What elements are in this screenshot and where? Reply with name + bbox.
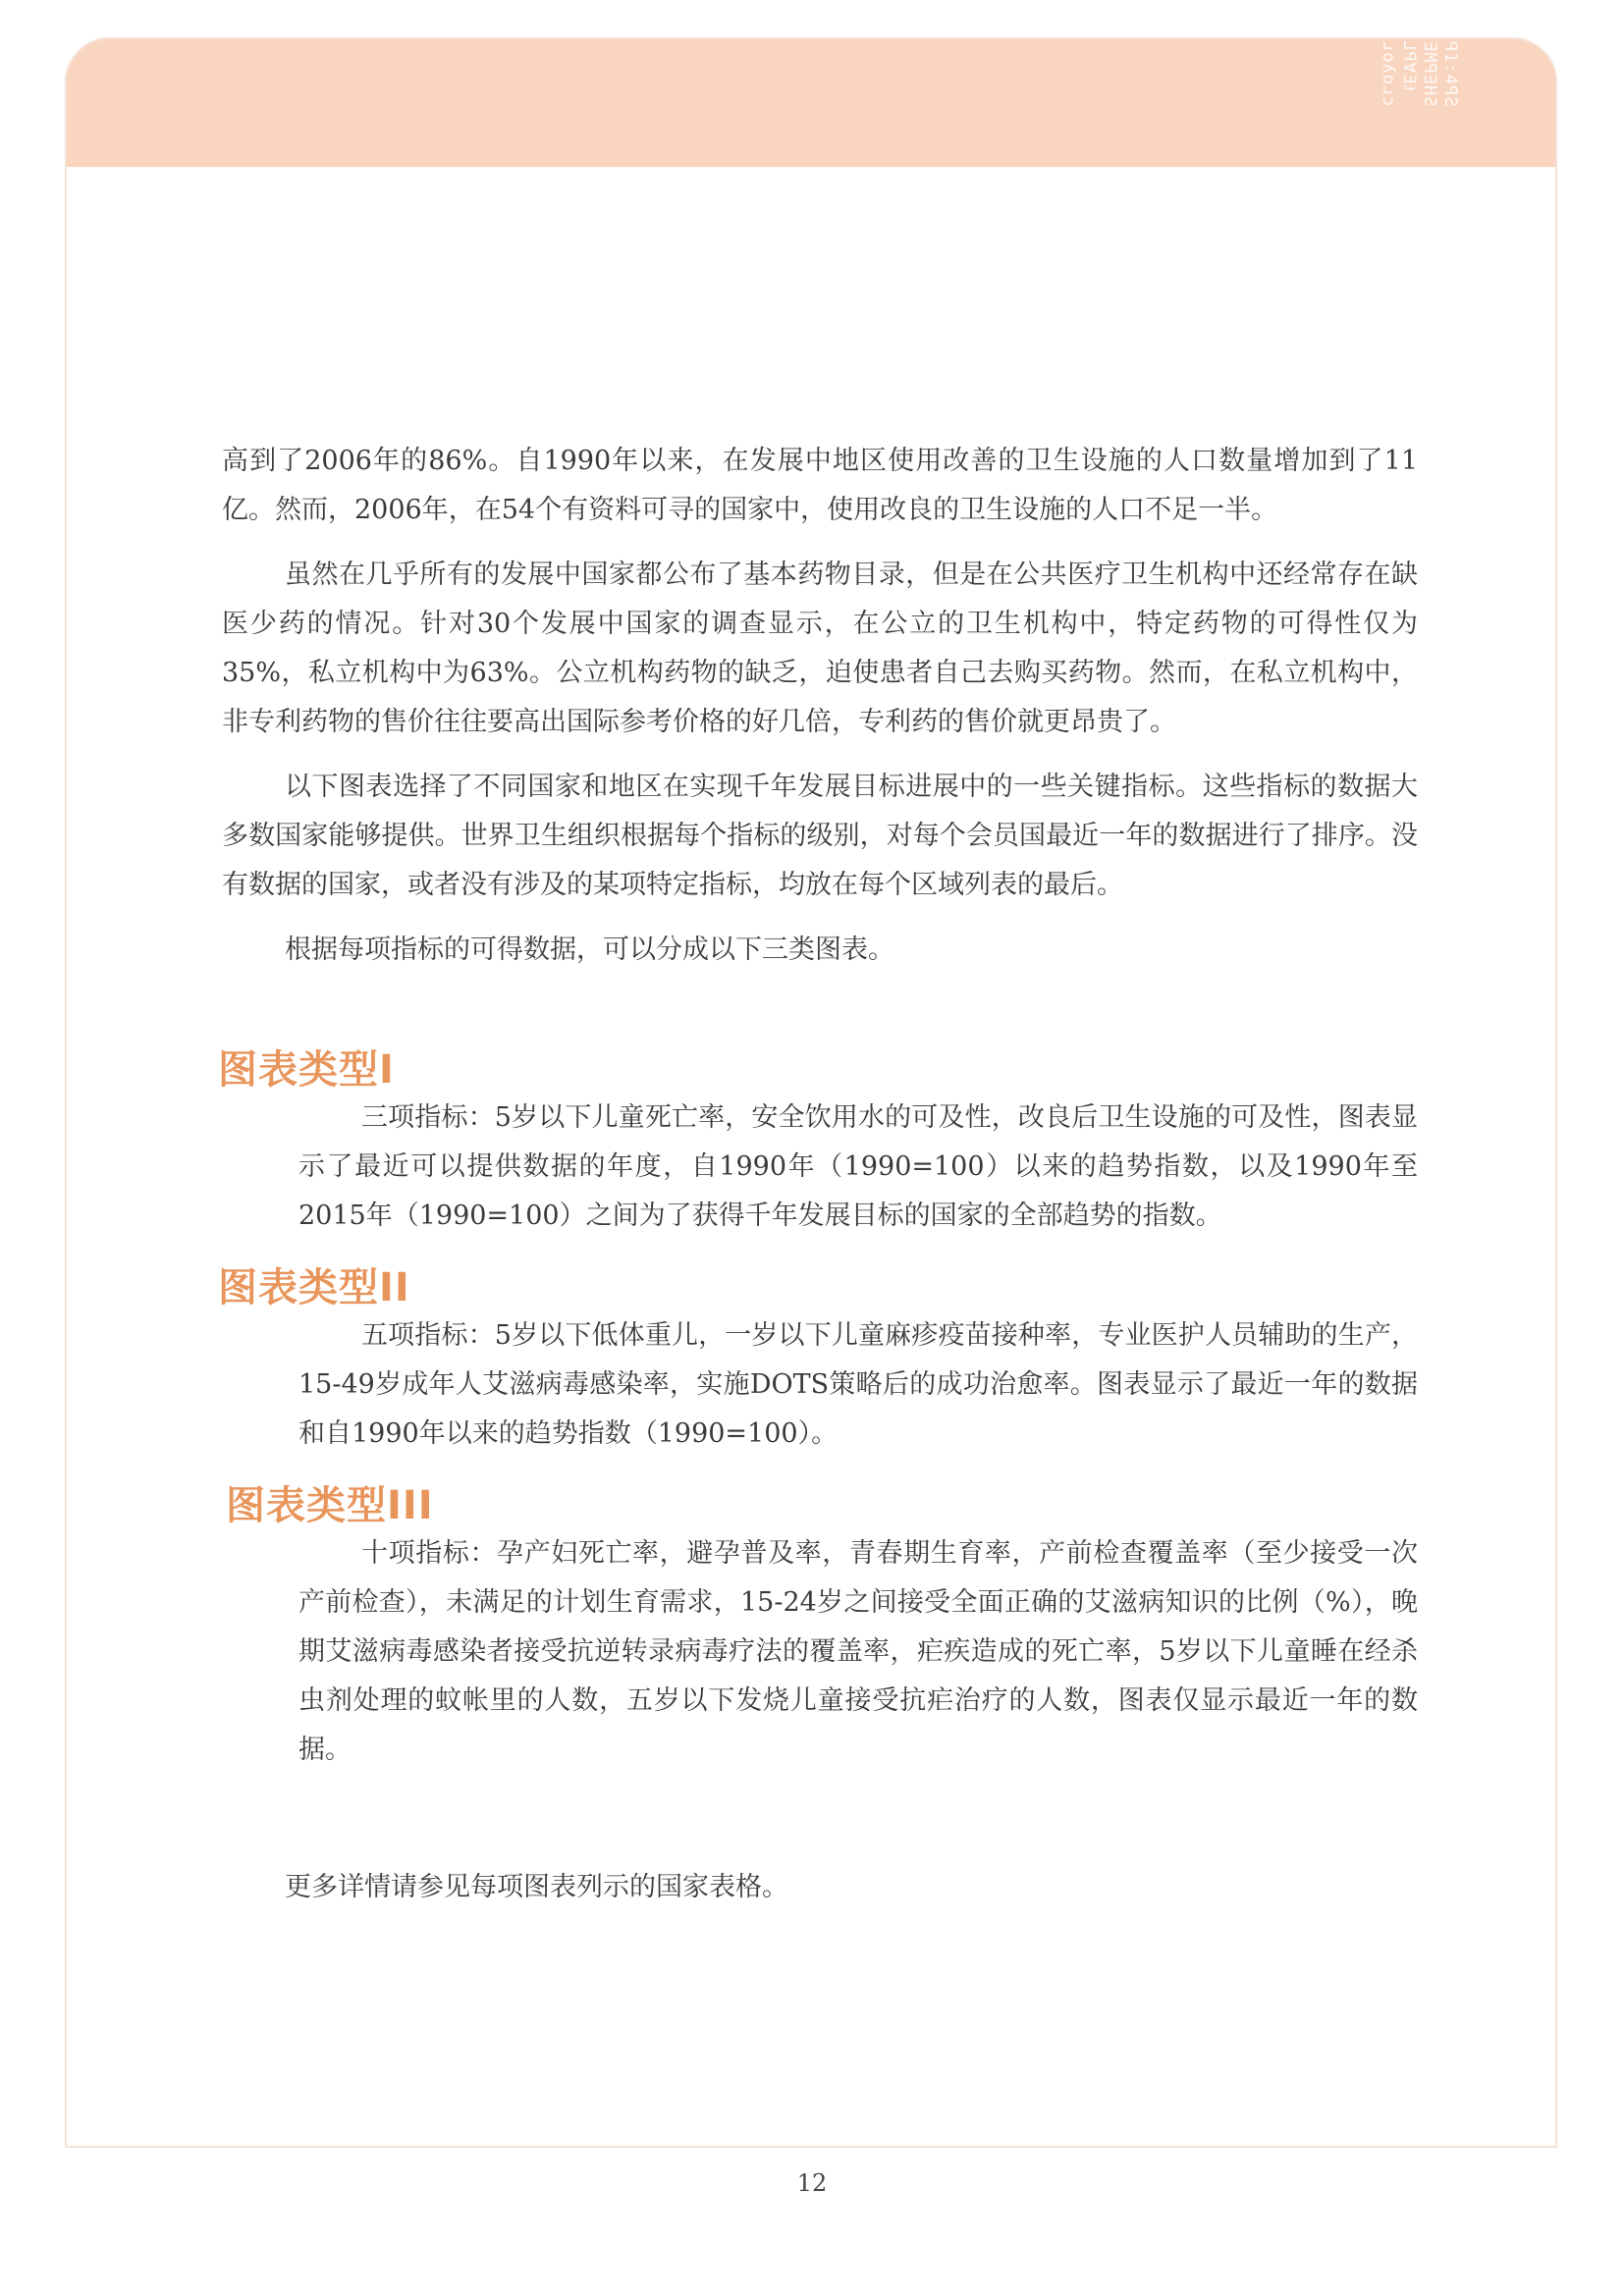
section-title-type-2: 图表类型II [218, 1265, 410, 1310]
paragraph-1: 高到了2006年的86%。自1990年以来，在发展中地区使用改善的卫生设施的人口数量增加到了11亿。然而，2006年，在54个有资料可寻的国家中，使用改良的卫生设施的人口不足一半。 [222, 446, 1418, 525]
paragraph-3: 以下图表选择了不同国家和地区在实现千年发展目标进展中的一些关键指标。这些指标的数据大多数国家能够提供。世界卫生组织根据每个指标的级别，对每个会员国最近一年的数据进行了排序。没有数据的国家，或者没有涉及的某项特定指标，均放在每个区域列表的最后。 [222, 772, 1418, 900]
watermark-line: ƎMꟼ∃HƧ [1420, 41, 1439, 108]
watermark-line: ⅃ꟼ∀ƎɈ [1399, 41, 1419, 92]
intro-text [222, 437, 1418, 975]
section-text-type-2: 五项指标：5岁以下低体重儿，一岁以下儿童麻疹疫苗接种率，专业医护人员辅助的生产，15-49岁成年人艾滋病毒感染率，实施DOTS策略后的成功治愈率。图表显示了最近一年的数据和自1990年以来的趋势指数（1990=100）。 [298, 1320, 1418, 1449]
page-number: 12 [796, 2169, 828, 2197]
section-title-type-3: 图表类型III [226, 1483, 434, 1528]
section-title-type-1: 图表类型I [218, 1047, 395, 1093]
section-text-type-3: 十项指标：孕产妇死亡率，避孕普及率，青春期生育率，产前检查覆盖率（至少接受一次产前检查），未满足的计划生育需求，15-24岁之间接受全面正确的艾滋病知识的比例（%），晚期艾滋病毒感染者接受抗逆转录病毒疗法的覆盖率，疟疾造成的死亡率，5岁以下儿童睡在经杀虫剂处理的蚊帐里的人数，五岁以下发烧儿童接受抗疟治疗的人数，图表仅显示最近一年的数据。 [298, 1538, 1418, 1765]
footer-note: 更多详情请参见每项图表列示的国家表格。 [285, 1872, 788, 1902]
paragraph-4: 根据每项指标的可得数据，可以分成以下三类图表。 [285, 934, 894, 965]
paragraph-2: 虽然在几乎所有的发展中国家都公布了基本药物目录，但是在公共医疗卫生机构中还经常存在缺医少药的情况。针对30个发展中国家的调查显示，在公立的卫生机构中，特定药物的可得性仅为35%，私立机构中为63%。公立机构药物的缺乏，迫使患者自己去购买药物。然而，在私立机构中，非专利药物的售价往往要高出国际参考价格的好几倍，专利药的售价就更昂贵了。 [222, 560, 1418, 737]
section-text-type-1: 三项指标：5岁以下儿童死亡率，安全饮用水的可及性，改良后卫生设施的可及性，图表显示了最近可以提供数据的年度，自1990年（1990=100）以来的趋势指数，以及1990年至2015年（1990=100）之间为了获得千年发展目标的国家的全部趋势的指数。 [298, 1102, 1418, 1231]
watermark-line: ɹoʎoɹɔ [1379, 41, 1398, 108]
watermark-line: ꟼ1:4ꟼƧ [1440, 41, 1460, 108]
